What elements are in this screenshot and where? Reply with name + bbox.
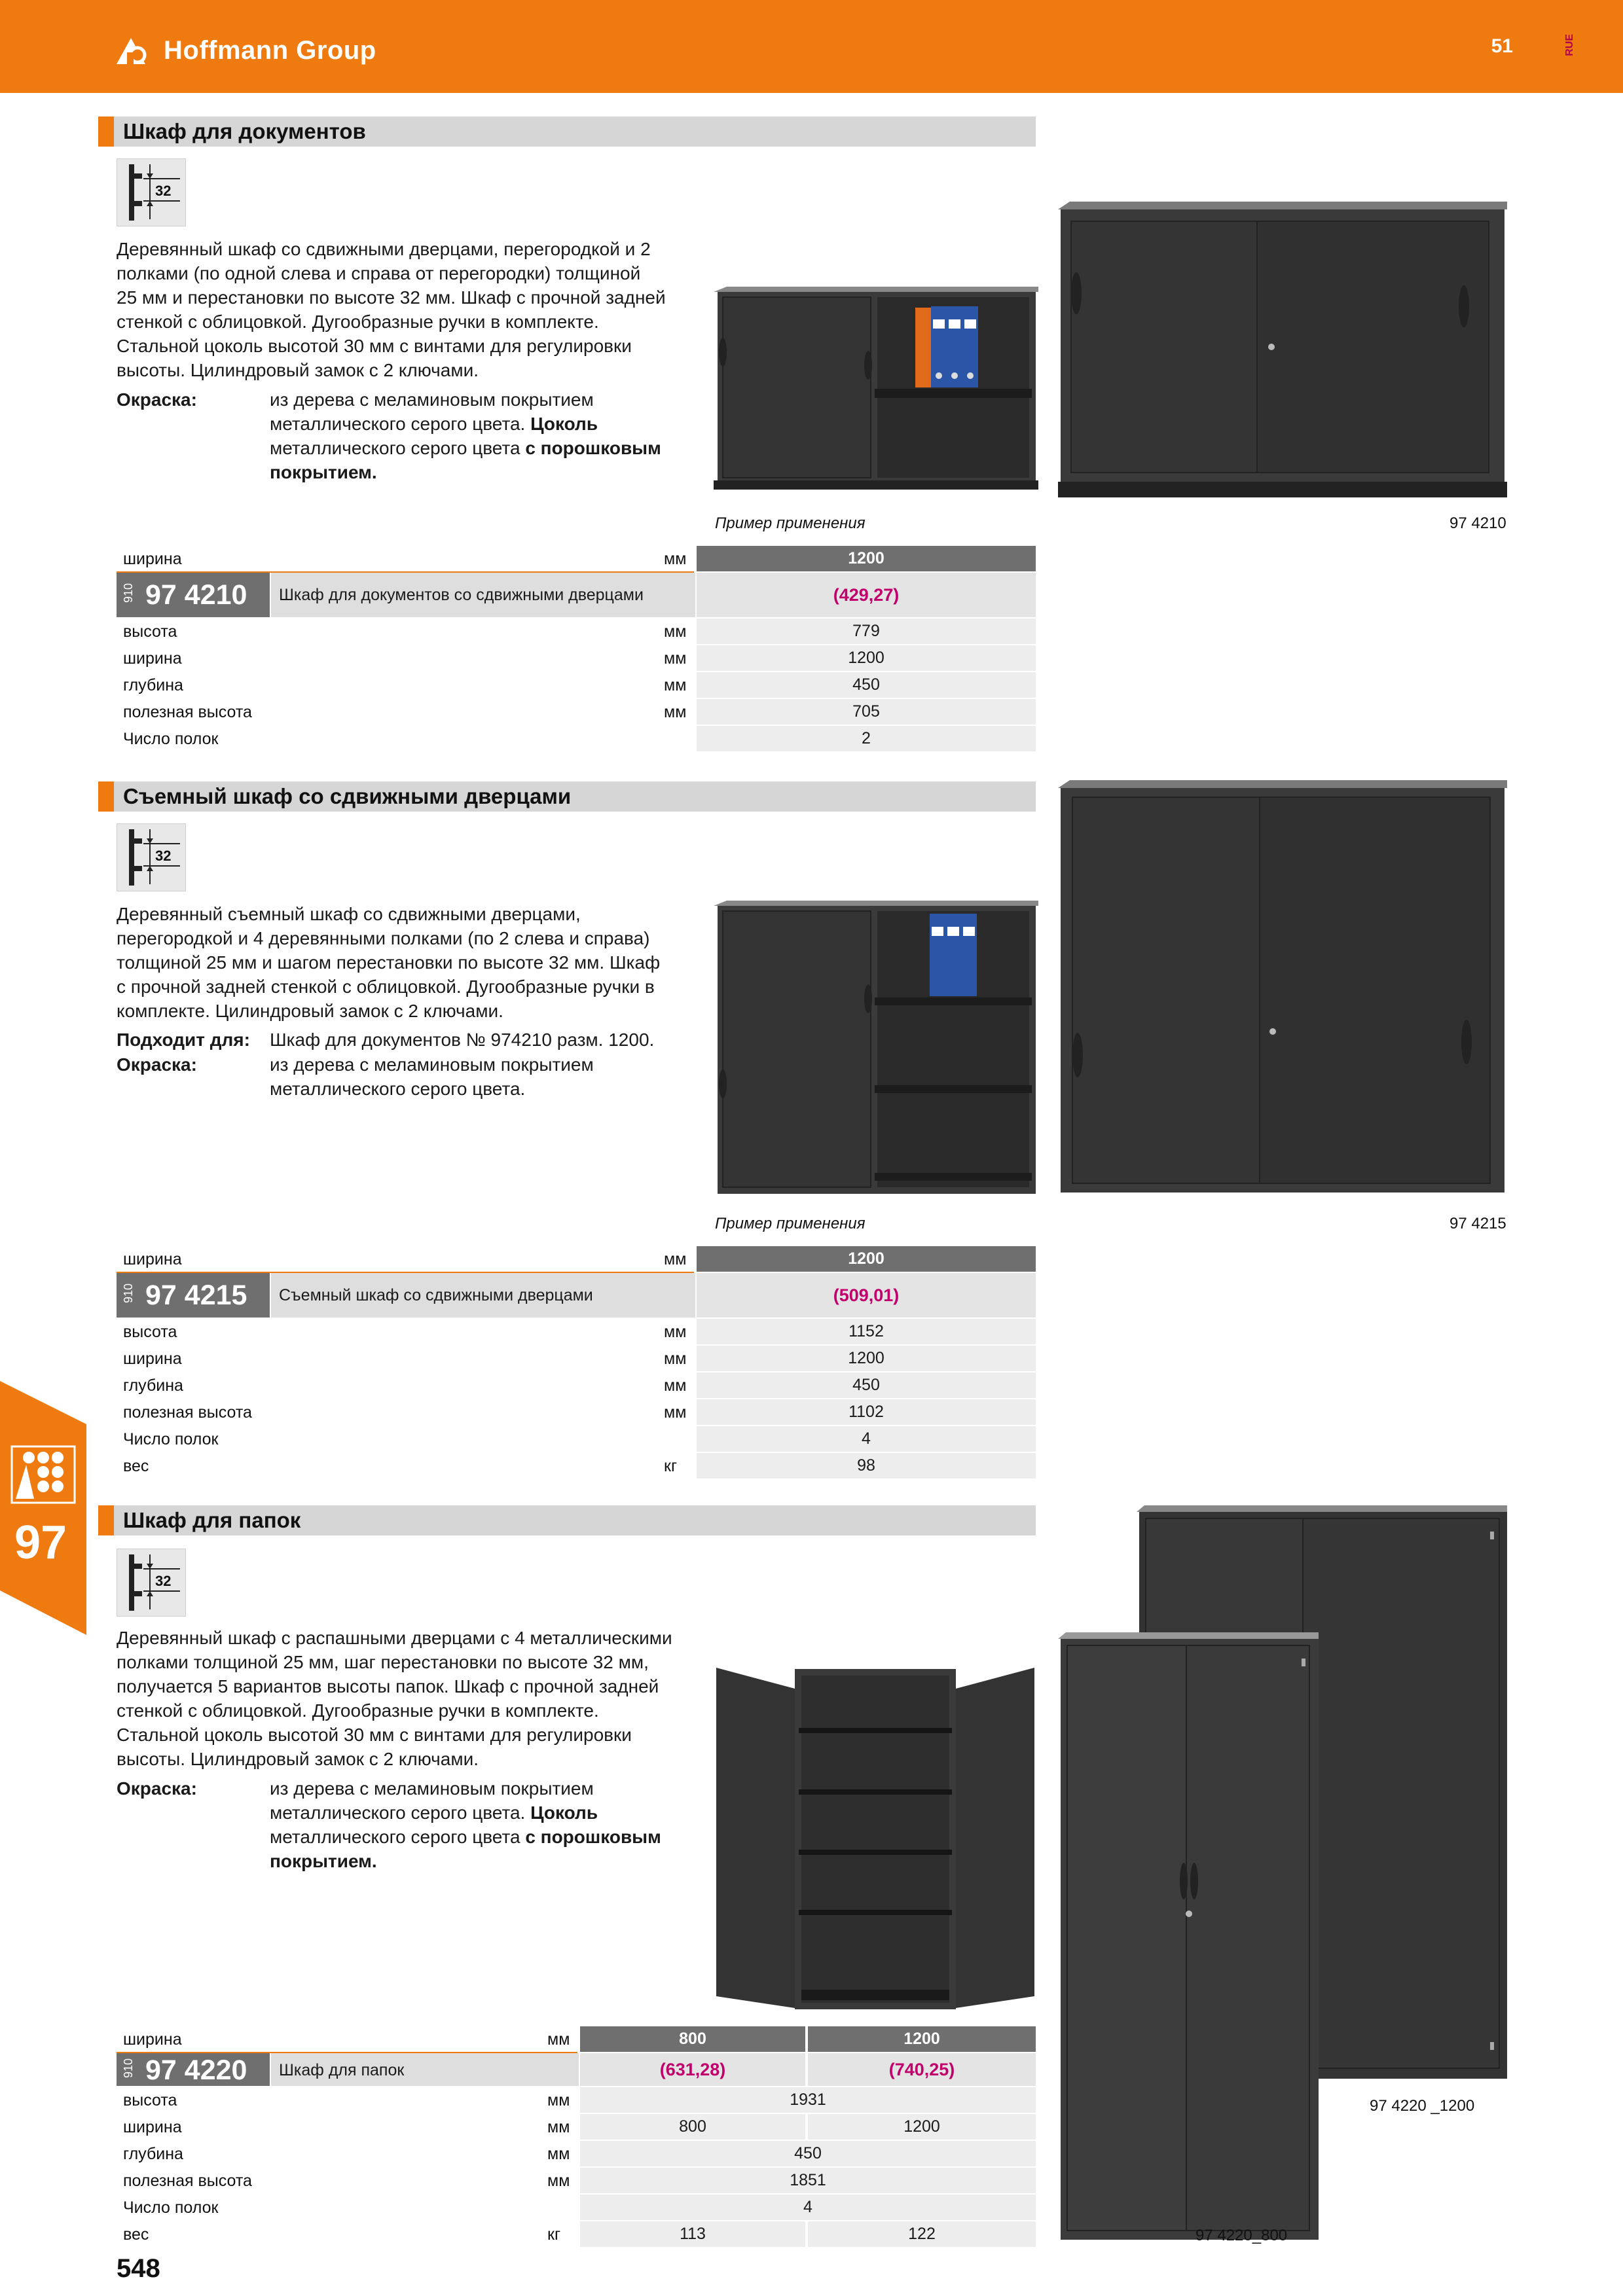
chapter-tab: [0, 1381, 86, 1635]
table-row: ширина мм 1200: [117, 1346, 1036, 1372]
section-description: Деревянный съемный шкаф со сдвижными дверцами, перегородкой и 4 деревянными полками (по 2 слева и справа) толщиной 25 мм и шагом перестановки по высоте 32 мм. Шкаф с прочной задней стенкой с облицовкой. Дугообразные ручки в комплекте. Цилиндровый замок с 2 ключами.: [117, 904, 661, 1021]
brand-name: Hoffmann Group: [164, 35, 376, 65]
table-row: полезная высота мм 1851: [117, 2168, 1036, 2195]
cabinet-removable-image: [1058, 780, 1507, 1195]
article-code: 910 97 4215: [117, 1273, 270, 1318]
table-row: вес кг 98: [117, 1453, 1036, 1480]
cabinet-800-image: [1058, 1632, 1322, 2241]
table-row: вес кг 113 122: [117, 2221, 1036, 2248]
table-row: ширина мм 800 1200: [117, 2114, 1036, 2141]
image-article-number-1200: 97 4220 _1200: [1370, 2097, 1475, 2115]
cabinet-example-image: [714, 901, 1038, 1196]
page-number-top: 51: [1491, 35, 1513, 57]
article-row: [117, 1273, 1036, 1318]
table-row: Число полок 2: [117, 726, 1036, 753]
table-row: полезная высота мм 1102: [117, 1399, 1036, 1426]
svg-text:32: 32: [155, 183, 172, 199]
spec-table: [117, 2026, 1036, 2248]
table-row: глубина мм 450: [117, 2141, 1036, 2168]
svg-text:32: 32: [155, 1573, 172, 1589]
cabinet-example-image: [714, 287, 1038, 491]
title-accent: [98, 117, 114, 147]
table-header-row: ширина мм 1200: [117, 546, 1036, 573]
article-row: [117, 2053, 1036, 2086]
title-accent: [98, 1505, 114, 1535]
hoffmann-logo-icon: [117, 35, 157, 65]
table-row: полезная высота мм 705: [117, 699, 1036, 726]
image-caption: Пример применения: [715, 514, 866, 532]
property-finish: Окраска: из дерева с меламиновым покрытием металлического серого цвета.: [117, 1054, 594, 1099]
property-finish: Окраска: из дерева с меламиновым покрытием металлического серого цвета. Цоколь металлического серого цвета с порошковым покрытием.: [117, 389, 661, 482]
spec-table: [117, 1246, 1036, 1480]
article-code: 910 97 4210: [117, 573, 270, 617]
chapter-number: 97: [14, 1516, 67, 1569]
section-description: Деревянный шкаф со сдвижными дверцами, перегородкой и 2 полками (по одной слева и справа от перегородки) толщиной 25 мм и перестановки по высоте 32 мм. Шкаф с прочной задней стенкой с облицовкой. Дугообразные ручки в комплекте. Стальной цоколь высотой 30 мм с винтами для регулировки высоты. Цилиндровый замок с 2 ключами.: [117, 239, 666, 380]
section-title-document-cabinet: Шкаф для документов: [98, 117, 1036, 147]
article-name: Шкаф для папок: [271, 2053, 579, 2086]
table-header-row: ширина мм 800 1200: [117, 2026, 1036, 2053]
table-row: глубина мм 450: [117, 1372, 1036, 1399]
section-title-folder-cabinet: Шкаф для папок: [98, 1505, 1036, 1535]
table-row: глубина мм 450: [117, 672, 1036, 699]
section-title-removable-cabinet: Съемный шкаф со сдвижными дверцами: [98, 781, 1036, 812]
article-code: 910 97 4220: [117, 2053, 270, 2086]
image-article-number: 97 4215: [1450, 1215, 1506, 1232]
brand-logo: [117, 35, 376, 65]
dimension-icon: [117, 823, 186, 891]
dimension-icon: [117, 158, 186, 226]
table-row: Число полок 4: [117, 2195, 1036, 2221]
table-row: высота мм 1152: [117, 1319, 1036, 1346]
table-row: высота мм 1931: [117, 2087, 1036, 2114]
spec-table: [117, 546, 1036, 753]
price: (429,27): [697, 573, 1036, 617]
image-article-number: 97 4210: [1450, 514, 1506, 532]
cabinet-open-image: [716, 1662, 1034, 2012]
title-accent: [98, 781, 114, 812]
table-row: высота мм 779: [117, 619, 1036, 645]
page-number: 548: [117, 2254, 160, 2283]
cabinet-1200-image: [1058, 202, 1507, 499]
article-name: Съемный шкаф со сдвижными дверцами: [271, 1273, 695, 1318]
image-caption: Пример применения: [715, 1215, 866, 1232]
image-article-number-800: 97 4220_800: [1195, 2227, 1288, 2244]
section-description: Деревянный шкаф с распашными дверцами с 4 металлическими полками толщиной 25 мм, шаг перестановки по высоте 32 мм, получается 5 вариантов высоты папок. Шкаф с прочной задней стенкой с облицовкой. Дугообразные ручки в комплекте. Стальной цоколь высотой 30 мм с винтами для регулировки высоты. Цилиндровый замок с 2 ключами.: [117, 1628, 672, 1769]
price-800: (631,28): [580, 2053, 805, 2086]
dimension-icon: [117, 1549, 186, 1617]
property-fits: Подходит для: Шкаф для документов № 974210 разм. 1200.: [117, 1030, 655, 1050]
property-finish: Окраска: из дерева с меламиновым покрытием металлического серого цвета. Цоколь металлического серого цвета с порошковым покрытием.: [117, 1778, 661, 1871]
article-name: Шкаф для документов со сдвижными дверцами: [271, 573, 695, 617]
table-row: Число полок 4: [117, 1426, 1036, 1453]
language-code: RUE: [1564, 34, 1575, 56]
price: (509,01): [697, 1273, 1036, 1318]
table-row: ширина мм 1200: [117, 645, 1036, 672]
article-row: [117, 573, 1036, 617]
price-1200: (740,25): [808, 2053, 1036, 2086]
svg-text:32: 32: [155, 848, 172, 864]
table-header-row: ширина мм 1200: [117, 1246, 1036, 1273]
